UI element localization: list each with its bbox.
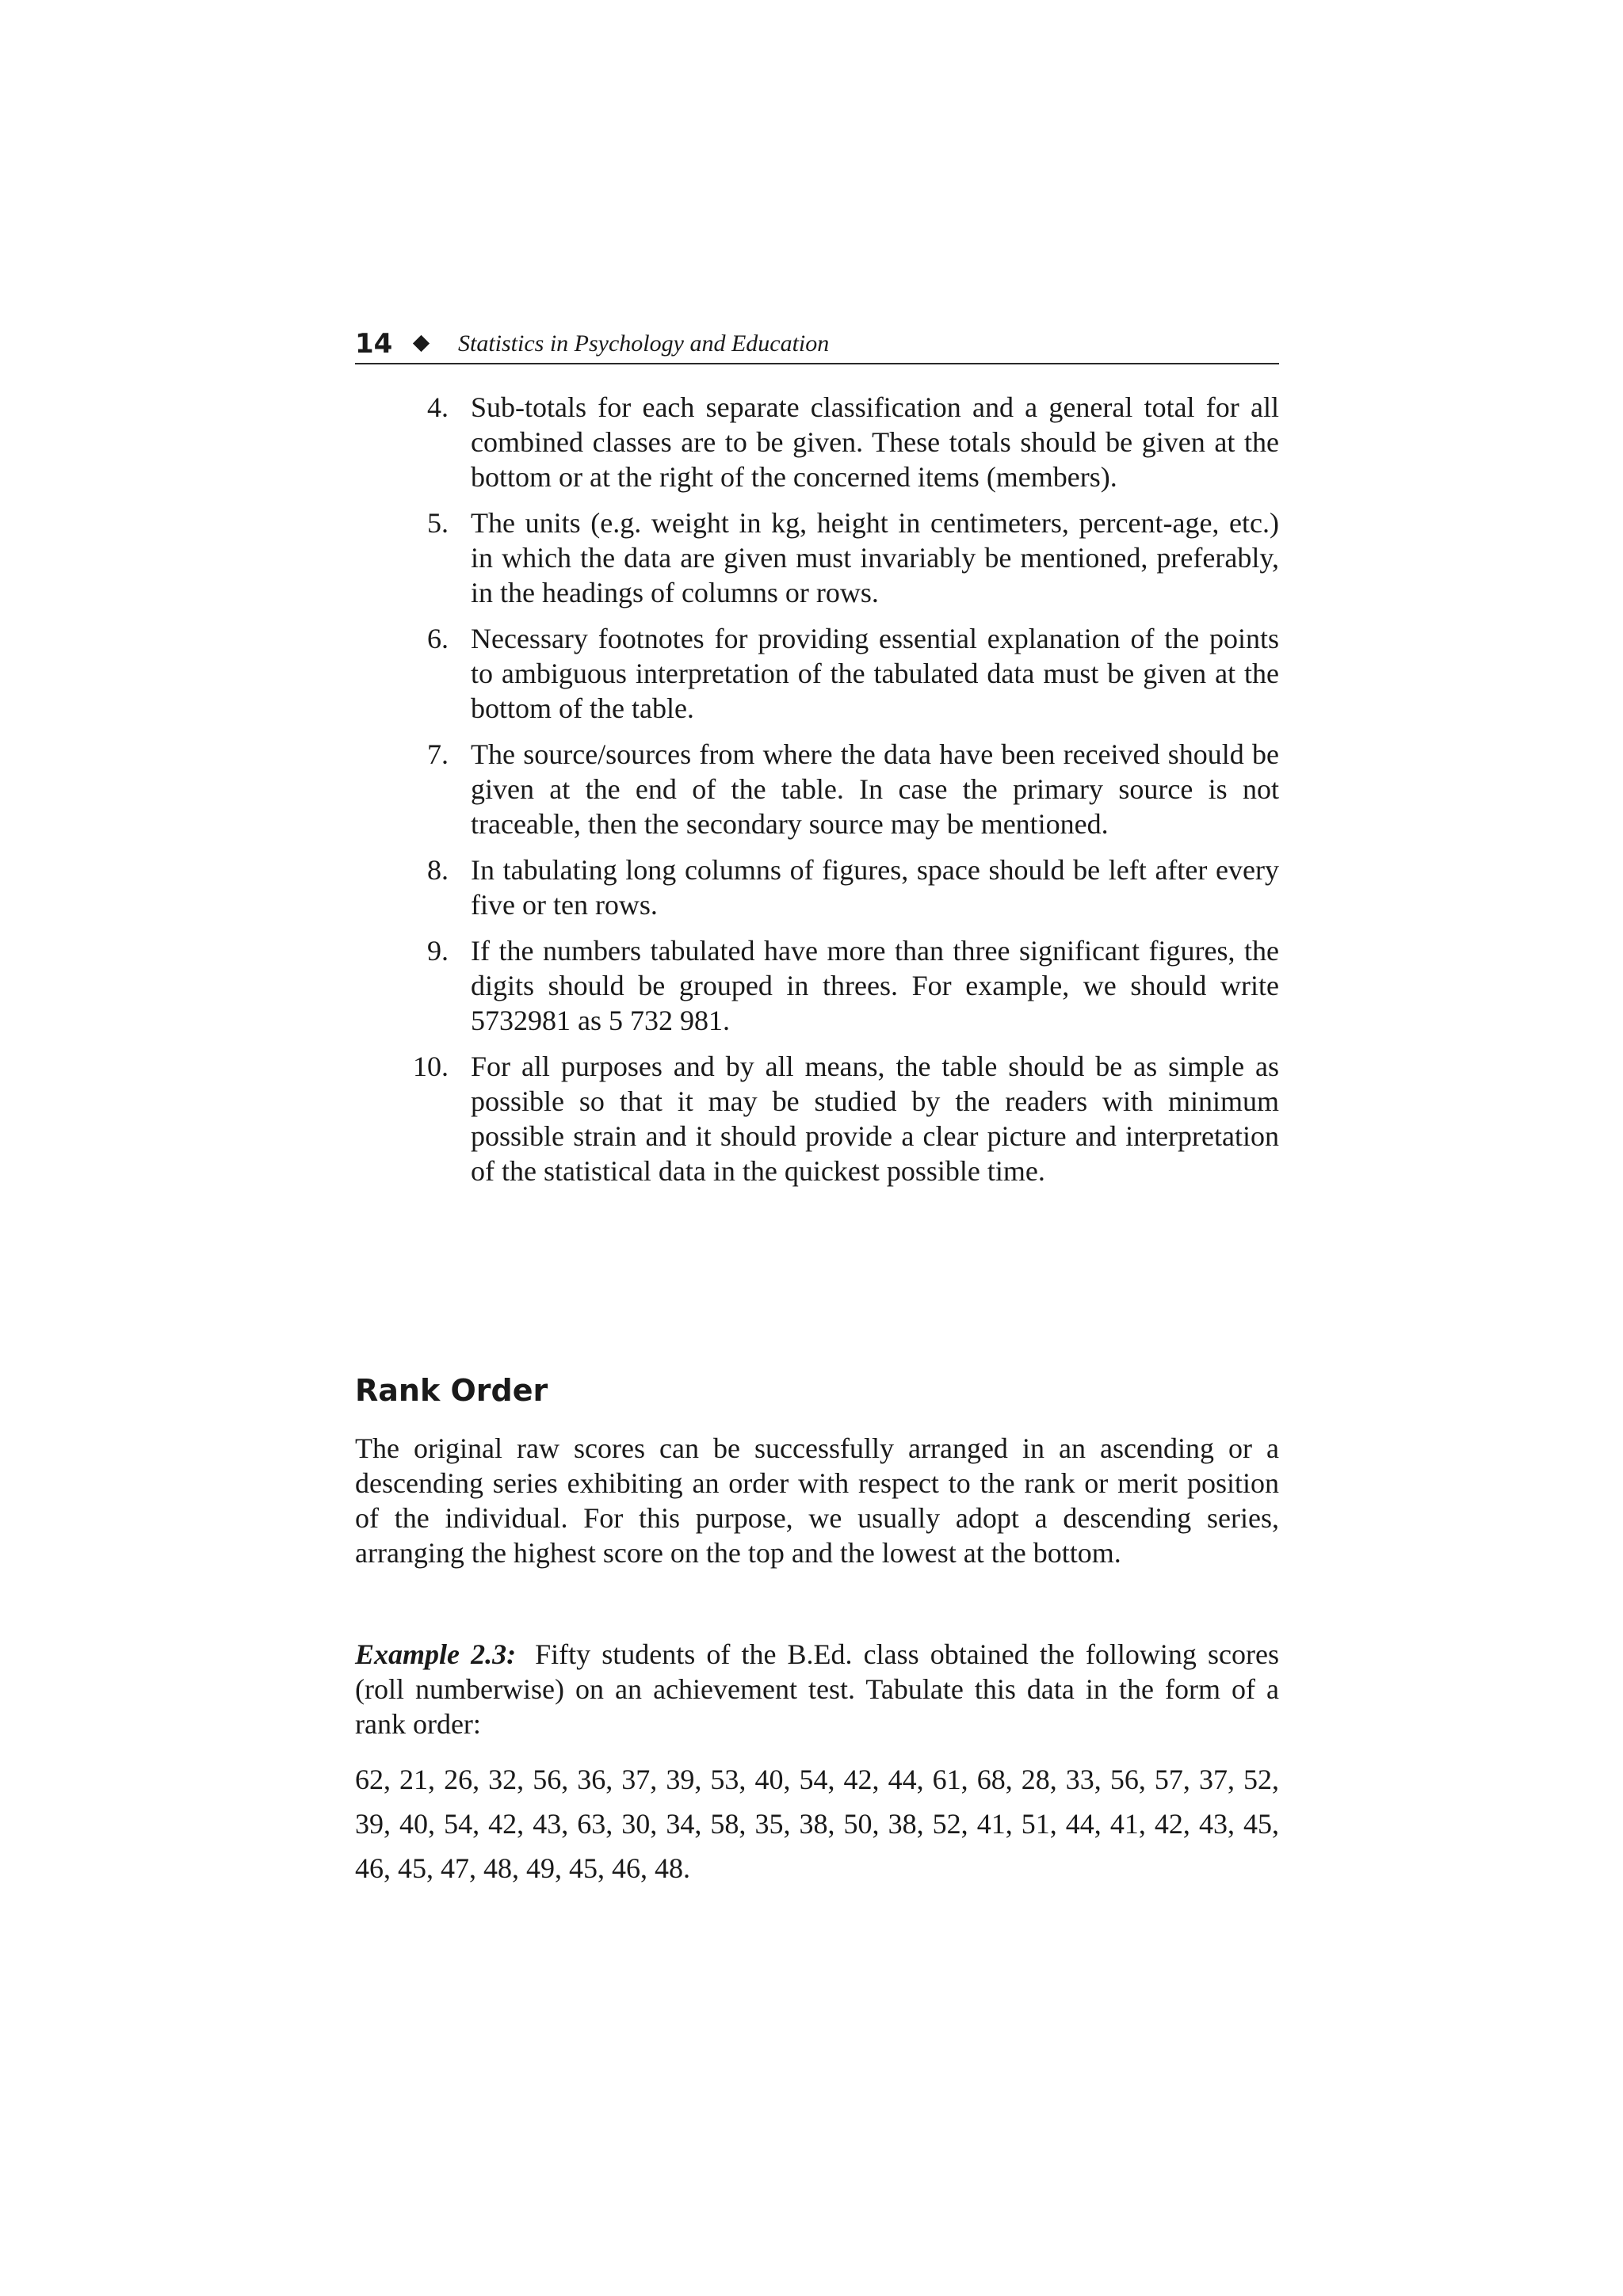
list-item: [355, 390, 1279, 494]
list-item: [355, 737, 1279, 841]
list-item-number: 10.: [413, 1051, 449, 1082]
list-item-number: 7.: [427, 738, 449, 770]
page-number: 14: [355, 328, 393, 360]
list-item-text: The source/sources from where the data have been received should be given at the end of the table. In case the primary source is not traceable, then the secondary source may be mentioned.: [471, 738, 1279, 840]
list-item: [355, 933, 1279, 1038]
section-title: Rank Order: [355, 1373, 548, 1408]
list-item-text: Necessary footnotes for providing essential explanation of the points to ambiguous interpretation of the tabulated data must be given at the bottom of the table.: [471, 623, 1279, 724]
scores-list: 62, 21, 26, 32, 56, 36, 37, 39, 53, 40, 54, 42, 44, 61, 68, 28, 33, 56, 57, 37, 52, 39, 40, 54, 42, 43, 63, 30, 34, 58, 35, 38, 50, 38, 52, 41, 51, 44, 41, 42, 43, 45, 46, 45, 47, 48, 49, 45, 46, 48.: [355, 1764, 1279, 1884]
guidelines-list: [355, 390, 1279, 1199]
list-item-number: 8.: [427, 854, 449, 886]
list-item-number: 6.: [427, 623, 449, 654]
list-item-number: 9.: [427, 935, 449, 967]
list-item-text: In tabulating long columns of figures, space should be left after every five or ten rows.: [471, 854, 1279, 921]
list-item-text: If the numbers tabulated have more than three significant figures, the digits should be grouped in threes. For example, we should write 5732981 as 5 732 981.: [471, 935, 1279, 1036]
list-item-number: 5.: [427, 507, 449, 539]
list-item: [355, 1049, 1279, 1188]
list-item: [355, 505, 1279, 610]
list-item-number: 4.: [427, 391, 449, 423]
diamond-icon: [413, 335, 430, 352]
example-text: Fifty students of the B.Ed. class obtained the following scores (roll numberwise) on an achievement test. Tabulate this data in the form of a rank order:: [355, 1638, 1279, 1740]
section-paragraph: The original raw scores can be successfully arranged in an ascending or a descending series exhibiting an order with respect to the rank or merit position of the individual. For this purpose, we usually adopt a descending series, arranging the highest score on the top and the lowest at the bottom.: [355, 1432, 1279, 1569]
page-header: [355, 326, 1279, 364]
example-label: Example 2.3:: [355, 1638, 517, 1670]
list-item: [355, 852, 1279, 922]
list-item-text: The units (e.g. weight in kg, height in centimeters, percent-age, etc.) in which the data are given must invariably be mentioned, preferably, in the headings of columns or rows.: [471, 507, 1279, 608]
example-paragraph: [355, 1637, 1279, 1741]
running-title: Statistics in Psychology and Education: [458, 330, 830, 357]
list-item-text: Sub-totals for each separate classification and a general total for all combined classes are to be given. These totals should be given at the bottom or at the right of the concerned items (members).: [471, 391, 1279, 493]
list-item: [355, 621, 1279, 726]
list-item-text: For all purposes and by all means, the table should be as simple as possible so that it may be studied by the readers with minimum possible strain and it should provide a clear picture and interpretation of the statistical data in the quickest possible time.: [471, 1051, 1279, 1187]
